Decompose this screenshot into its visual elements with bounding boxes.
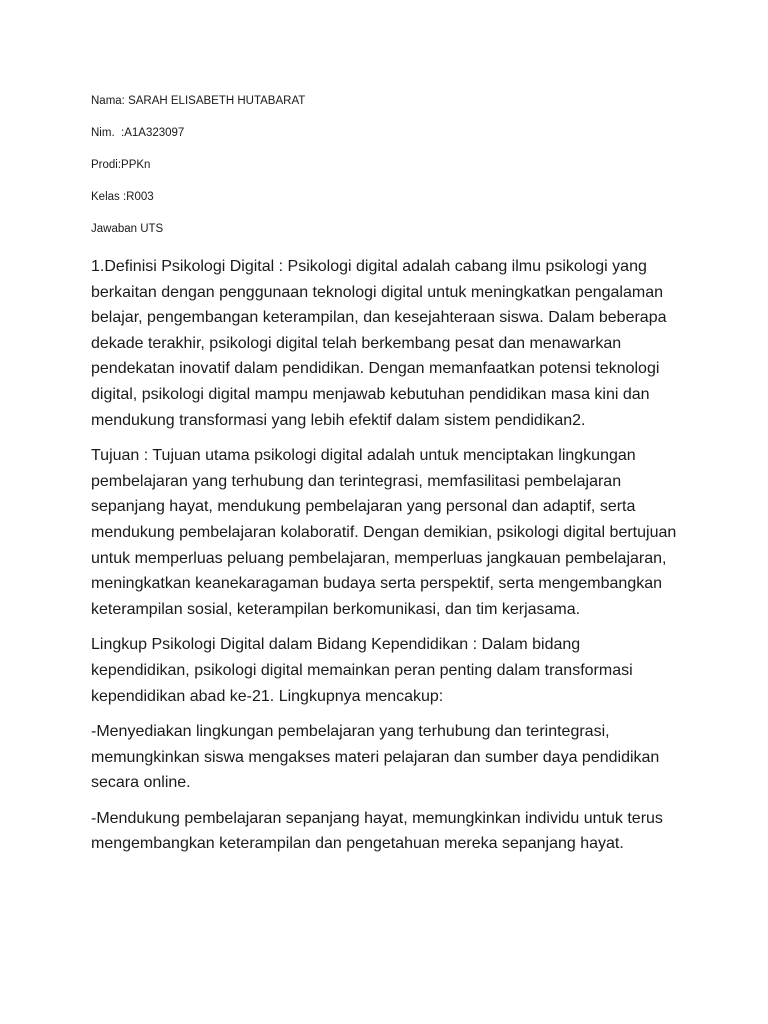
answer-heading: Jawaban UTS bbox=[91, 223, 164, 235]
paragraph-scope: Lingkup Psikologi Digital dalam Bidang Kependidikan : Dalam bidang kependidikan, psikologi digital memainkan peran penting dalam transformasi kependidikan abad ke-21. Lingkupnya mencakup: bbox=[91, 636, 633, 705]
student-nim: Nim. :A1A323097 bbox=[91, 127, 185, 139]
paragraph-scope-item-2: -Mendukung pembelajaran sepanjang hayat, memungkinkan individu untuk terus mengembangkan keterampilan dan pengetahuan mereka sepanjang hayat. bbox=[91, 809, 663, 853]
student-name: Nama: SARAH ELISABETH HUTABARAT bbox=[91, 95, 306, 107]
paragraph-definition: 1.Definisi Psikologi Digital : Psikologi digital adalah cabang ilmu psikologi yang berkaitan dengan penggunaan teknologi digital untuk meningkatkan pengalaman belajar, pengembangan keterampilan, dan kesejahteraan siswa. Dalam beberapa dekade terakhir, psikologi digital telah berkembang pesat dan menawarkan pendekatan inovatif dalam pendidikan. Dengan memanfaatkan potensi teknologi digital, psikologi digital mampu menjawab kebutuhan pendidikan masa kini dan mendukung transformasi yang lebih efektif dalam sistem pendidikan2. bbox=[91, 258, 667, 429]
student-kelas: Kelas :R003 bbox=[91, 191, 154, 203]
paragraph-goal: Tujuan : Tujuan utama psikologi digital adalah untuk menciptakan lingkungan pembelajaran yang terhubung dan terintegrasi, memfasilitasi pembelajaran sepanjang hayat, mendukung pembelajaran yang personal dan adaptif, serta mendukung pembelajaran kolaboratif. Dengan demikian, psikologi digital bertujuan untuk memperluas peluang pembelajaran, memperluas jangkauan pembelajaran, meningkatkan keanekaragaman budaya serta perspektif, serta mengembangkan keterampilan sosial, keterampilan berkomunikasi, dan tim kerjasama. bbox=[91, 447, 677, 618]
student-info-block bbox=[91, 93, 691, 253]
answer-body bbox=[91, 254, 681, 867]
paragraph-scope-item-1: -Menyediakan lingkungan pembelajaran yang terhubung dan terintegrasi, memungkinkan siswa mengakses materi pelajaran dan sumber daya pendidikan secara online. bbox=[91, 723, 660, 792]
student-prodi: Prodi:PPKn bbox=[91, 159, 151, 171]
